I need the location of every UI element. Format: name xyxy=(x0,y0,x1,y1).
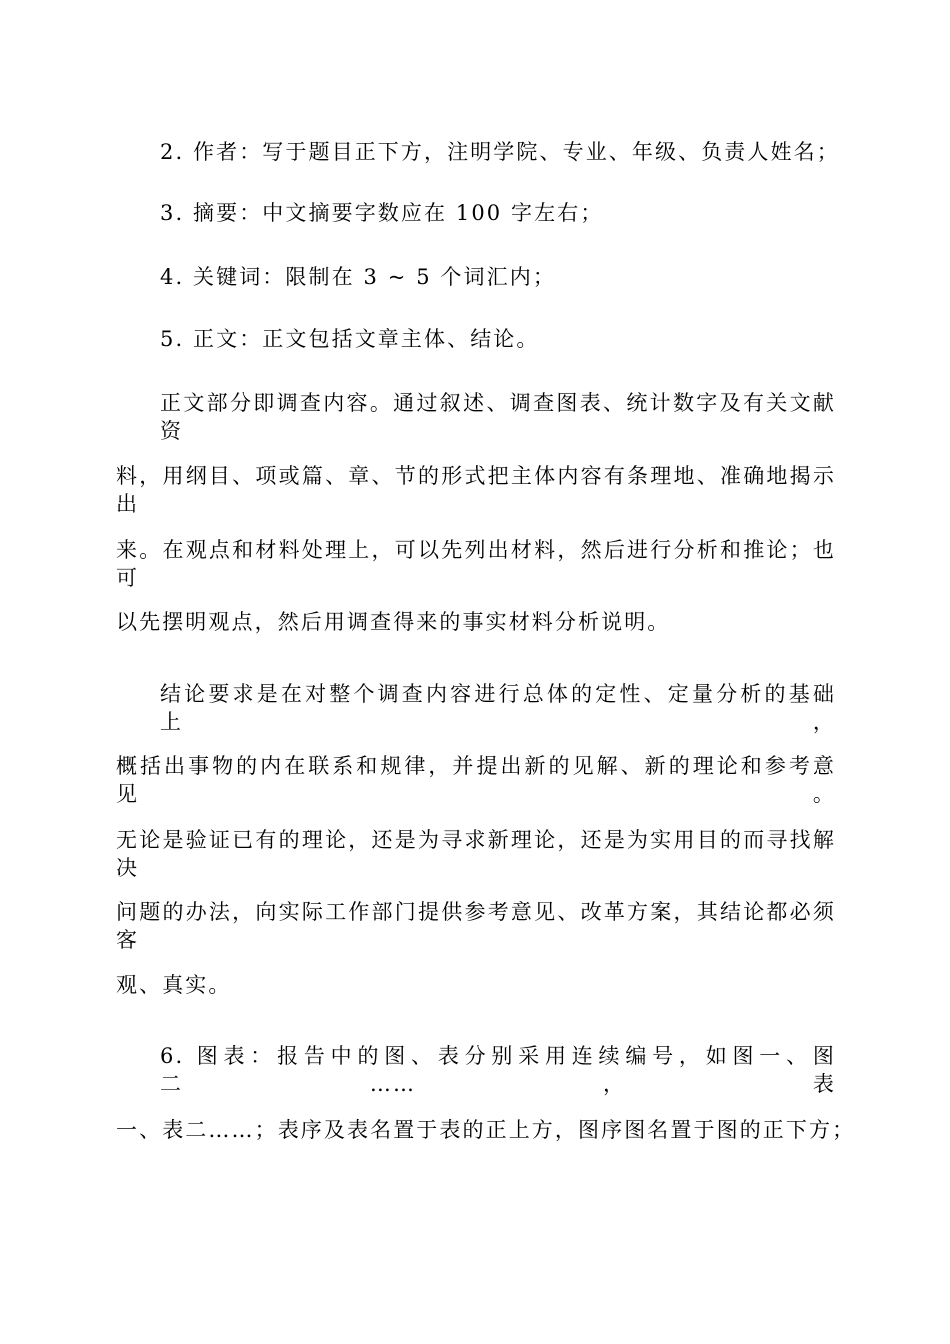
conclusion-paragraph-line-4: 问题的办法，向实际工作部门提供参考意见、改革方案，其结论都必须客 xyxy=(116,900,836,952)
conclusion-paragraph-line-3: 无论是验证已有的理论，还是为寻求新理论，还是为实用目的而寻找解决 xyxy=(116,828,836,880)
item-charts-line-2: 一、表二……；表序及表名置于表的正上方，图序图名置于图的正下方； xyxy=(116,1118,856,1142)
item-charts-line-1: 6. 图表：报告中的图、表分别采用连续编号，如图一、图二……，表 xyxy=(160,1044,836,1096)
item-author: 2. 作者：写于题目正下方，注明学院、专业、年级、负责人姓名； xyxy=(160,140,840,164)
conclusion-paragraph-line-5: 观、真实。 xyxy=(116,973,232,997)
item-abstract: 3. 摘要：中文摘要字数应在 100 字左右； xyxy=(160,201,604,225)
body-paragraph-line-3: 来。在观点和材料处理上，可以先列出材料，然后进行分析和推论；也可 xyxy=(116,538,836,590)
conclusion-paragraph-line-2: 概括出事物的内在联系和规律，并提出新的见解、新的理论和参考意见。 xyxy=(116,754,836,806)
conclusion-paragraph-line-1: 结论要求是在对整个调查内容进行总体的定性、定量分析的基础上， xyxy=(160,682,836,734)
item-body: 5. 正文：正文包括文章主体、结论。 xyxy=(160,327,540,351)
body-paragraph-line-1: 正文部分即调查内容。通过叙述、调查图表、统计数字及有关文献资 xyxy=(160,391,836,443)
item-keywords: 4. 关键词：限制在 3 ~ 5 个词汇内； xyxy=(160,265,556,289)
body-paragraph-line-4: 以先摆明观点，然后用调查得来的事实材料分析说明。 xyxy=(116,610,671,634)
body-paragraph-line-2: 料，用纲目、项或篇、章、节的形式把主体内容有条理地、准确地揭示出 xyxy=(116,464,836,516)
